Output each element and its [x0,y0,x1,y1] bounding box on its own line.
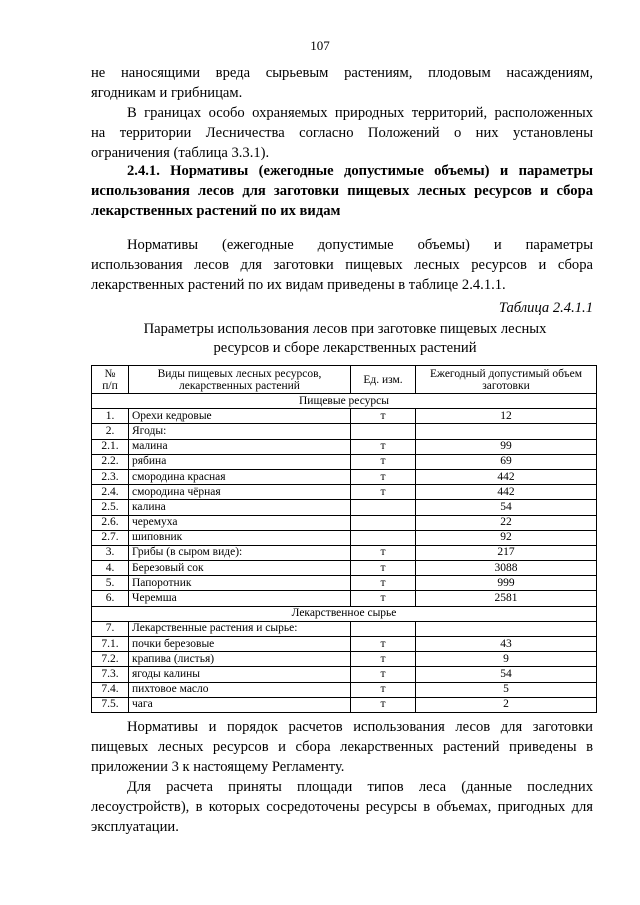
table-row [92,682,597,697]
heading-line: использования лесов для заготовки пищевых лесных ресурсов и сбора [91,183,593,199]
row-number: 7.4. [92,682,129,697]
row-number: 4. [92,561,129,576]
section-label: Лекарственное сырье [92,606,597,621]
text-line: пищевых лесных ресурсов и сбора лекарственных растений приведены в [91,739,593,755]
row-volume: 22 [416,515,597,530]
row-volume: 54 [416,500,597,515]
section-heading [91,161,593,221]
text-line: эксплуатации. [91,819,179,835]
row-number: 2.6. [92,515,129,530]
heading-line: 2.4.1. Нормативы (ежегодные допустимые объемы) и параметры [127,163,593,179]
section-label: Пищевые ресурсы [92,394,597,409]
table-caption: Таблица 2.4.1.1 [498,300,593,316]
row-volume: 442 [416,485,597,500]
row-resource-name: смородина красная [129,469,351,484]
row-number: 1. [92,409,129,424]
row-resource-name: шиповник [129,530,351,545]
row-volume [416,621,597,636]
row-volume: 43 [416,637,597,652]
text-line: Нормативы и порядок расчетов использования лесов для заготовки [127,719,593,735]
row-resource-name: Березовый сок [129,561,351,576]
table-row [92,424,597,439]
table-row [92,667,597,682]
table-row [92,697,597,712]
row-number: 2.1. [92,439,129,454]
row-number: 2.2. [92,454,129,469]
table-row [92,576,597,591]
header-number: № п/п [92,366,129,394]
intro-paragraph [91,235,593,295]
row-volume: 2581 [416,591,597,606]
paragraph-3 [91,717,593,777]
paragraph-4 [91,777,593,837]
row-unit: т [351,576,416,591]
row-unit: т [351,409,416,424]
table-row [92,515,597,530]
row-resource-name: Грибы (в сыром виде): [129,545,351,560]
row-number: 2.7. [92,530,129,545]
row-unit: т [351,561,416,576]
row-number: 2. [92,424,129,439]
text-line: Для расчета приняты площади типов леса (данные последних [127,779,593,795]
row-unit: т [351,652,416,667]
text-line: ограничения (таблица 3.3.1). [91,145,270,161]
row-volume: 99 [416,439,597,454]
row-volume: 3088 [416,561,597,576]
row-unit: т [351,439,416,454]
row-number: 5. [92,576,129,591]
text-line: ягодникам и грибницам. [91,85,243,101]
row-unit: т [351,697,416,712]
row-number: 3. [92,545,129,560]
row-number: 2.4. [92,485,129,500]
row-volume: 69 [416,454,597,469]
row-volume: 9 [416,652,597,667]
row-resource-name: Лекарственные растения и сырье: [129,621,351,636]
row-unit [351,621,416,636]
row-number: 2.3. [92,469,129,484]
table-title [110,320,580,358]
row-resource-name: ягоды калины [129,667,351,682]
row-volume: 442 [416,469,597,484]
row-number: 6. [92,591,129,606]
row-volume: 5 [416,682,597,697]
row-number: 7.5. [92,697,129,712]
row-volume: 54 [416,667,597,682]
table-row [92,637,597,652]
table-row [92,500,597,515]
page-number: 107 [310,38,330,53]
row-unit: т [351,485,416,500]
table-row [92,591,597,606]
row-unit: т [351,454,416,469]
text-line: на территории Лесничества согласно Положений о них установлены [91,125,593,141]
paragraph-1 [91,63,593,103]
row-resource-name: чага [129,697,351,712]
table-row [92,530,597,545]
row-unit: т [351,682,416,697]
table-row [92,485,597,500]
table-row [92,652,597,667]
row-number: 7.1. [92,637,129,652]
row-unit [351,530,416,545]
table-row [92,621,597,636]
row-volume: 999 [416,576,597,591]
heading-line: лекарственных растений по их видам [91,203,341,219]
text-line: Нормативы (ежегодные допустимые объемы) и параметры [127,237,593,253]
table-title-line: Параметры использования лесов при заготовке пищевых лесных [143,321,547,337]
row-number: 7. [92,621,129,636]
row-unit: т [351,469,416,484]
row-volume: 92 [416,530,597,545]
table-row [92,545,597,560]
row-unit: т [351,591,416,606]
row-resource-name: смородина чёрная [129,485,351,500]
row-resource-name: Орехи кедровые [129,409,351,424]
section-row-medicinal [92,606,597,621]
text-line: приложении 3 к настоящему Регламенту. [91,759,345,775]
row-number: 7.3. [92,667,129,682]
row-unit [351,515,416,530]
row-number: 7.2. [92,652,129,667]
row-volume: 217 [416,545,597,560]
row-resource-name: Черемша [129,591,351,606]
text-line: не наносящими вреда сырьевым растениям, плодовым насаждениям, [91,65,593,81]
row-number: 2.5. [92,500,129,515]
table-row [92,561,597,576]
table-row [92,439,597,454]
text-line: лекарственных растений по их видам приведены в таблице 2.4.1.1. [91,277,506,293]
row-unit: т [351,667,416,682]
header-unit: Ед. изм. [351,366,416,394]
table-row [92,409,597,424]
row-resource-name: малина [129,439,351,454]
row-unit: т [351,545,416,560]
row-resource-name: черемуха [129,515,351,530]
row-resource-name: Ягоды: [129,424,351,439]
row-resource-name: рябина [129,454,351,469]
table-row [92,454,597,469]
text-line: лесоустройств), в которых сосредоточены ресурсы в объемах, пригодных для [91,799,593,815]
row-volume: 2 [416,697,597,712]
table-row [92,469,597,484]
row-resource-name: пихтовое масло [129,682,351,697]
paragraph-2 [91,103,593,163]
row-volume [416,424,597,439]
row-unit [351,500,416,515]
row-resource-name: калина [129,500,351,515]
row-resource-name: почки березовые [129,637,351,652]
row-resource-name: Папоротник [129,576,351,591]
row-unit: т [351,637,416,652]
header-resource-type: Виды пищевых лесных ресурсов, лекарственных растений [129,366,351,394]
resources-table [91,365,597,713]
row-volume: 12 [416,409,597,424]
text-line: В границах особо охраняемых природных территорий, расположенных [127,105,593,121]
text-line: использования лесов для заготовки пищевых лесных ресурсов и сбора [91,257,593,273]
table-header-row [92,366,597,394]
row-resource-name: крапива (листья) [129,652,351,667]
section-row-food [92,394,597,409]
row-unit [351,424,416,439]
table-title-line: ресурсов и сборе лекарственных растений [213,340,477,356]
header-annual-volume: Ежегодный допустимый объем заготовки [416,366,597,394]
